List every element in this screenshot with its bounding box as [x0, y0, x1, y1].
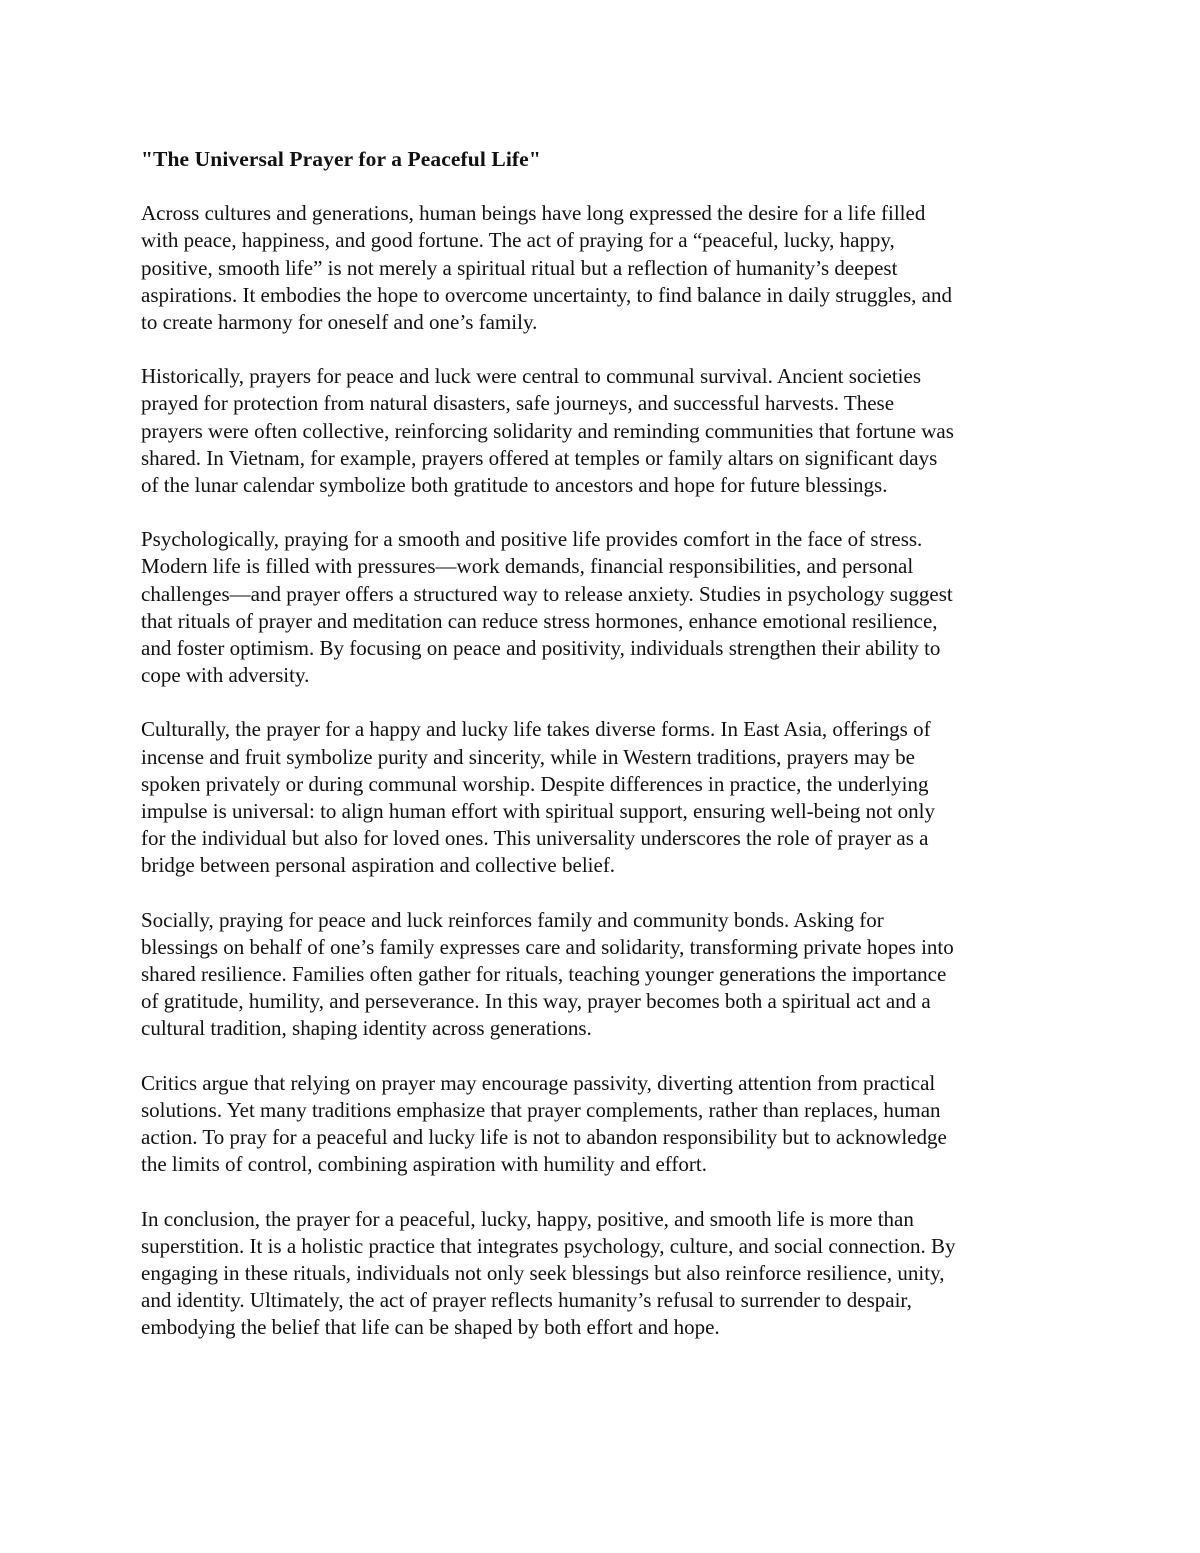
text-line: the limits of control, combining aspiration with humility and effort. [141, 1152, 707, 1177]
document-title: "The Universal Prayer for a Peaceful Life" [141, 147, 541, 171]
paragraph [141, 1206, 1059, 1342]
text-line: aspirations. It embodies the hope to overcome uncertainty, to find balance in daily struggles, and [141, 282, 952, 307]
text-line: positive, smooth life” is not merely a spiritual ritual but a reflection of humanity’s deepest [141, 255, 898, 280]
text-line: impulse is universal: to align human effort with spiritual support, ensuring well-being not only [141, 799, 936, 824]
text-line: action. To pray for a peaceful and lucky life is not to abandon responsibility but to acknowledge [141, 1125, 947, 1150]
text-line: embodying the belief that life can be shaped by both effort and hope. [141, 1315, 720, 1340]
text-line: solutions. Yet many traditions emphasize that prayer complements, rather than replaces, human [141, 1097, 941, 1122]
text-line: of gratitude, humility, and perseverance. In this way, prayer becomes both a spiritual act and a [141, 989, 931, 1014]
paragraph [141, 1070, 1059, 1179]
paragraph [141, 907, 1059, 1043]
text-line: In conclusion, the prayer for a peaceful, lucky, happy, positive, and smooth life is more than [141, 1206, 914, 1231]
text-line: Critics argue that relying on prayer may encourage passivity, diverting attention from practical [141, 1070, 936, 1095]
text-line: prayed for protection from natural disasters, safe journeys, and successful harvests. These [141, 391, 895, 416]
text-line: prayers were often collective, reinforcing solidarity and reminding communities that fortune was [141, 418, 954, 443]
paragraph [141, 363, 1059, 499]
text-line: shared resilience. Families often gather for rituals, teaching younger generations the importance [141, 962, 947, 987]
text-line: incense and fruit symbolize purity and sincerity, while in Western traditions, prayers may be [141, 744, 915, 769]
text-line: for the individual but also for loved ones. This universality underscores the role of prayer as a [141, 826, 929, 851]
document-body [141, 200, 1059, 1341]
text-line: with peace, happiness, and good fortune. The act of praying for a “peaceful, lucky, happy, [141, 228, 895, 253]
text-line: that rituals of prayer and meditation can reduce stress hormones, enhance emotional resilience, [141, 608, 938, 633]
text-line: blessings on behalf of one’s family expresses care and solidarity, transforming private hopes into [141, 934, 954, 959]
text-line: spoken privately or during communal worship. Despite differences in practice, the underlying [141, 771, 929, 796]
text-line: of the lunar calendar symbolize both gratitude to ancestors and hope for future blessings. [141, 473, 888, 498]
text-line: cope with adversity. [141, 663, 310, 688]
text-line: Psychologically, praying for a smooth and positive life provides comfort in the face of stress. [141, 527, 923, 552]
text-line: superstition. It is a holistic practice that integrates psychology, culture, and social connection. By [141, 1233, 956, 1258]
paragraph [141, 526, 1059, 689]
paragraph [141, 716, 1059, 879]
text-line: Socially, praying for peace and luck reinforces family and community bonds. Asking for [141, 907, 884, 932]
text-line: shared. In Vietnam, for example, prayers offered at temples or family altars on significant days [141, 445, 938, 470]
text-line: Across cultures and generations, human beings have long expressed the desire for a life filled [141, 201, 926, 226]
text-line: cultural tradition, shaping identity across generations. [141, 1016, 592, 1041]
document-page [141, 146, 1059, 1369]
text-line: Historically, prayers for peace and luck were central to communal survival. Ancient societies [141, 364, 922, 389]
text-line: Culturally, the prayer for a happy and lucky life takes diverse forms. In East Asia, offerings of [141, 717, 931, 742]
text-line: and identity. Ultimately, the act of prayer reflects humanity’s refusal to surrender to despair, [141, 1288, 912, 1313]
text-line: Modern life is filled with pressures—work demands, financial responsibilities, and personal [141, 554, 914, 579]
text-line: challenges—and prayer offers a structured way to release anxiety. Studies in psychology suggest [141, 581, 953, 606]
text-line: engaging in these rituals, individuals not only seek blessings but also reinforce resilience, unity, [141, 1260, 945, 1285]
text-line: and foster optimism. By focusing on peace and positivity, individuals strengthen their ability to [141, 636, 941, 661]
text-line: to create harmony for oneself and one’s family. [141, 310, 538, 335]
text-line: bridge between personal aspiration and collective belief. [141, 853, 616, 878]
paragraph [141, 200, 1059, 336]
